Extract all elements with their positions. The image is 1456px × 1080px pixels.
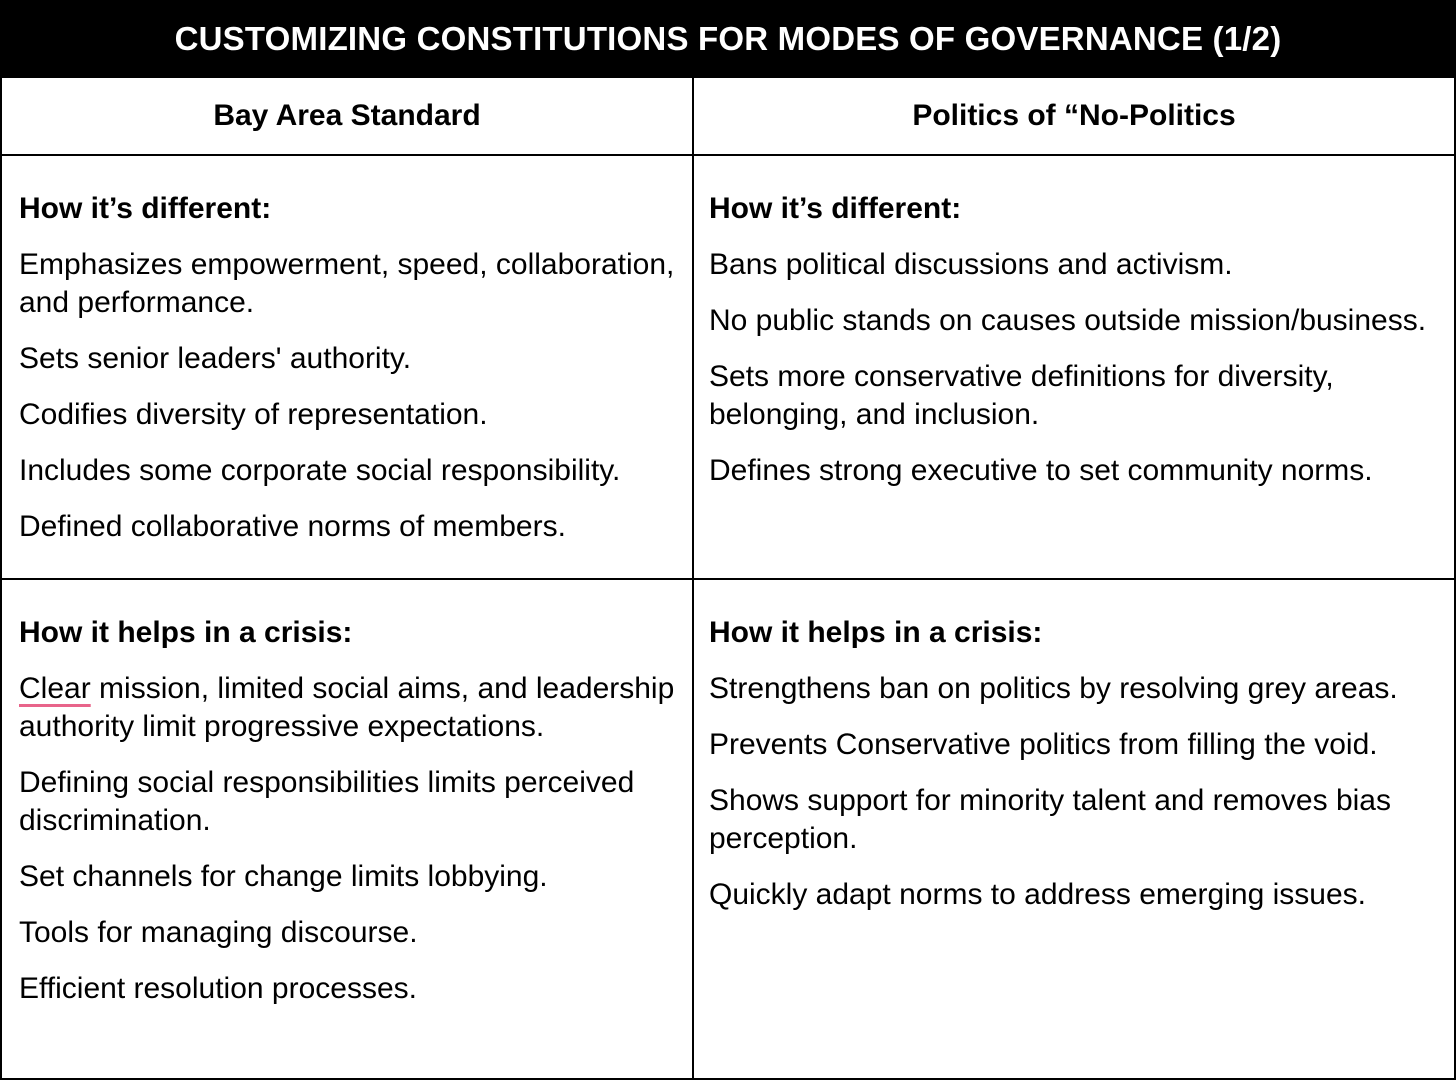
list-item: Codifies diversity of representation.	[19, 398, 488, 431]
row-divider	[0, 578, 1456, 580]
list-item: Emphasizes empowerment, speed, collaboration, and performance.	[19, 248, 675, 319]
list-item: Includes some corporate social responsibility.	[19, 454, 621, 487]
comparison-table	[0, 78, 1456, 1080]
differences-list	[709, 246, 1442, 490]
list-item: Defines strong executive to set community norms.	[709, 454, 1373, 487]
list-item: Defining social responsibilities limits perceived discrimination.	[19, 766, 635, 837]
cell-heading: How it’s different:	[709, 192, 962, 225]
list-item: Set channels for change limits lobbying.	[19, 860, 548, 893]
list-item: Sets more conservative definitions for diversity, belonging, and inclusion.	[709, 360, 1334, 431]
list-item: Defined collaborative norms of members.	[19, 510, 566, 543]
header-row-divider	[0, 154, 1456, 156]
column-header-politics-of-no-politics: Politics of “No-Politics	[912, 99, 1236, 132]
cell-no-politics-crisis	[694, 614, 1454, 932]
cell-heading: How it’s different:	[19, 192, 272, 225]
list-item: Bans political discussions and activism.	[709, 248, 1233, 281]
list-item: No public stands on causes outside mission/business.	[709, 304, 1427, 337]
cell-bay-area-crisis	[2, 614, 692, 1026]
list-item: Sets senior leaders' authority.	[19, 342, 412, 375]
list-item: Quickly adapt norms to address emerging issues.	[709, 878, 1366, 911]
cell-heading: How it helps in a crisis:	[19, 616, 353, 649]
list-item: Tools for managing discourse.	[19, 916, 418, 949]
spellcheck-flagged-word[interactable]: Clear	[19, 672, 91, 705]
list-item: Prevents Conservative politics from filling the void.	[709, 728, 1378, 761]
cell-heading: How it helps in a crisis:	[709, 616, 1043, 649]
list-item	[19, 670, 680, 746]
cell-bay-area-differences	[2, 190, 692, 564]
list-item: Efficient resolution processes.	[19, 972, 417, 1005]
differences-list	[19, 246, 680, 546]
list-item: Strengthens ban on politics by resolving grey areas.	[709, 672, 1398, 705]
list-item: Shows support for minority talent and removes bias perception.	[709, 784, 1391, 855]
column-header-bay-area-standard: Bay Area Standard	[213, 99, 481, 132]
slide-title: CUSTOMIZING CONSTITUTIONS FOR MODES OF GOVERNANCE (1/2)	[0, 0, 1456, 78]
cell-no-politics-differences	[694, 190, 1454, 508]
crisis-list	[19, 670, 680, 1008]
crisis-list	[709, 670, 1442, 914]
list-item-text: mission, limited social aims, and leadership authority limit progressive expectations.	[19, 672, 675, 743]
